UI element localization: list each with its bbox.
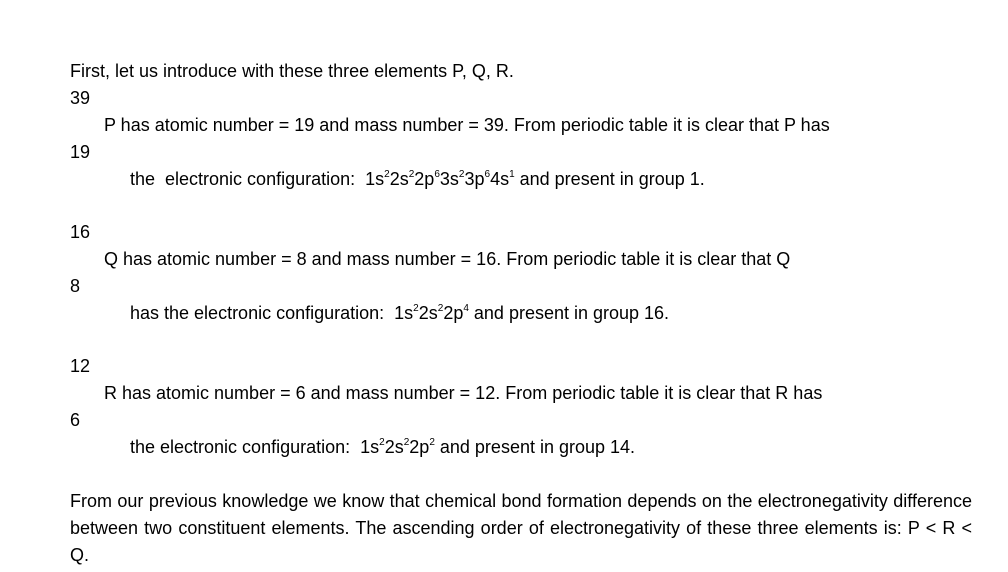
config-line-p [130,168,705,194]
electron-configuration [394,303,469,323]
orbital: 1s [365,169,385,189]
electron-count: 2 [458,169,465,180]
orbital: 1s [360,437,380,457]
config-line-q [130,302,669,328]
electron-count: 6 [484,169,491,180]
mass-number-q: 16 [70,222,91,242]
mass-number-r: 12 [70,356,91,376]
config-suffix: and present in group 14. [434,437,636,457]
orbital: 4s [490,169,510,189]
config-prefix: has the electronic configuration: [130,303,395,323]
orbital: 1s [394,303,414,323]
orbital: 2s [384,437,404,457]
config-suffix: and present in group 1. [514,169,705,189]
electron-configuration [365,169,515,189]
electron-count: 2 [384,169,390,180]
config-suffix: and present in group 16. [468,303,670,323]
mass-number-p: 39 [70,88,91,108]
electron-count: 4 [463,303,469,314]
electron-count: 6 [434,169,440,180]
electron-count: 2 [408,169,415,180]
orbital: 2s [418,303,438,323]
atomic-number-p: 19 [70,142,91,162]
orbital: 3s [439,169,459,189]
electron-count: 1 [509,169,515,180]
orbital: 3p [464,169,485,189]
atomic-number-q: 8 [70,276,81,296]
electron-count: 2 [437,303,444,314]
electron-count: 2 [413,303,419,314]
config-prefix: the electronic configuration: [130,437,361,457]
config-line-r [130,436,635,462]
conclusion-paragraph: From our previous knowledge we know that chemical bond formation depends on the electronegativity difference between two constituent elements. The ascending order of electronegativity of these three elements is: P < R < Q. [70,491,972,565]
electron-count: 2 [403,437,410,448]
orbital: 2s [389,169,409,189]
element-r-description: R has atomic number = 6 and mass number = 12. From periodic table it is clear that R has [104,383,823,403]
intro-text: First, let us introduce with these three elements P, Q, R. [70,61,514,81]
atomic-number-r: 6 [70,410,81,430]
orbital: 2p [409,437,430,457]
electron-configuration [360,437,435,457]
element-p-description: P has atomic number = 19 and mass number = 39. From periodic table it is clear that P has [104,115,830,135]
electron-count: 2 [379,437,385,448]
config-prefix: the electronic configuration: [130,169,366,189]
electron-count: 2 [429,437,435,448]
orbital: 2p [443,303,464,323]
element-q-description: Q has atomic number = 8 and mass number = 16. From periodic table it is clear that Q [104,249,791,269]
orbital: 2p [414,169,435,189]
